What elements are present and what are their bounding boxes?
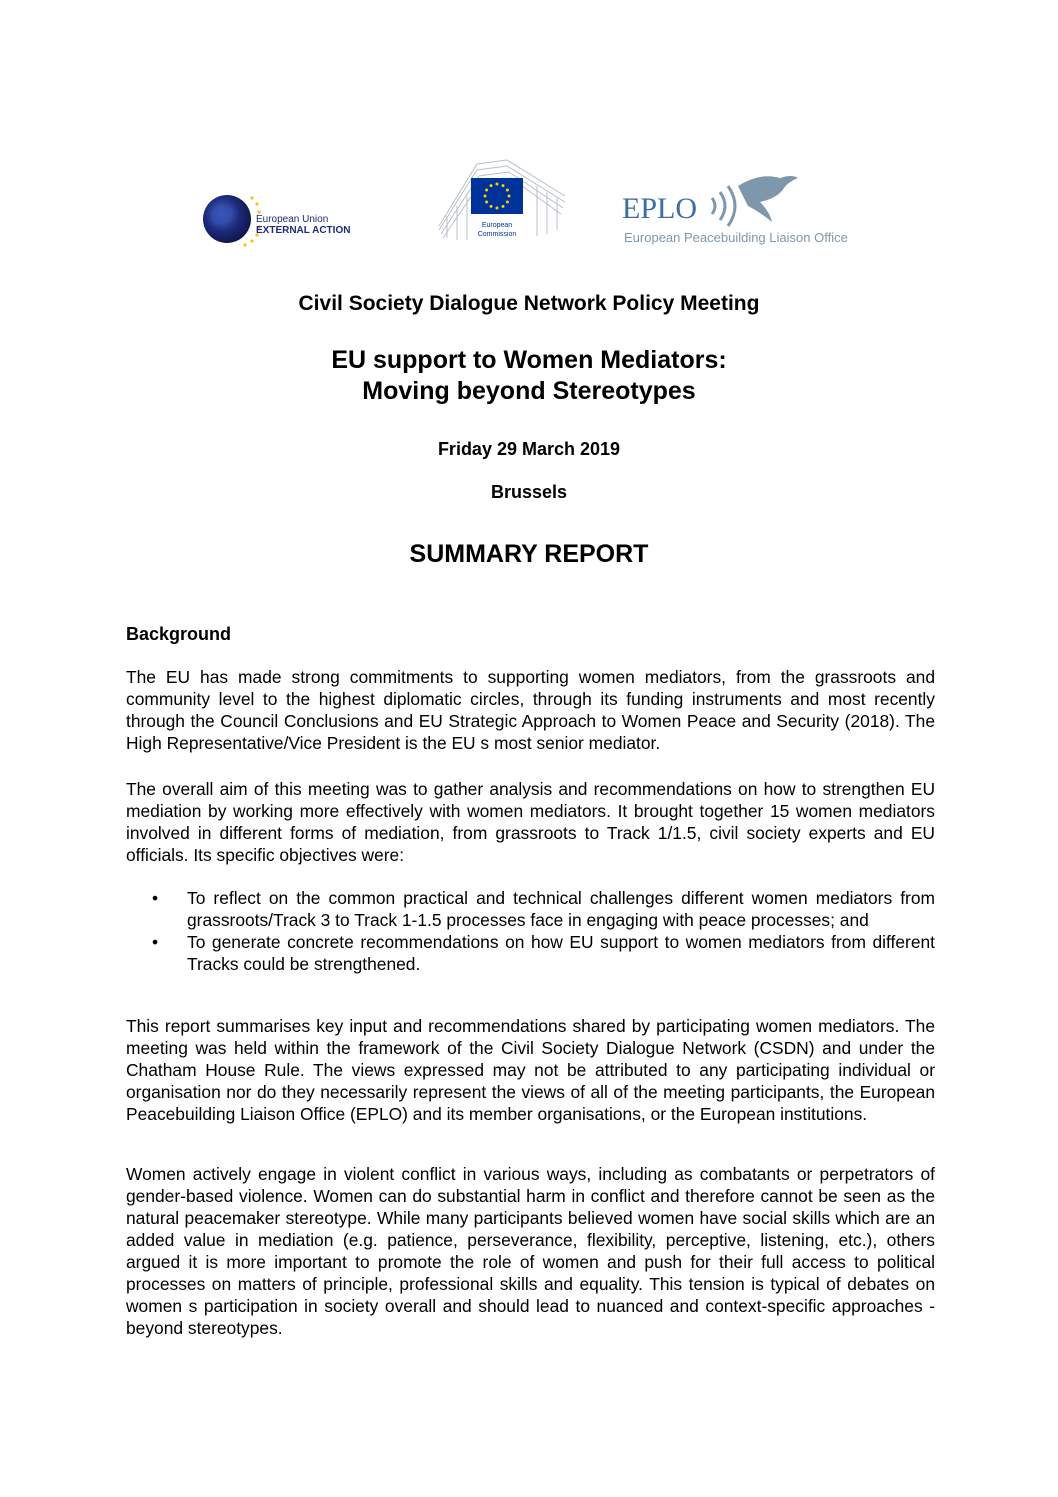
report-title: [0, 345, 1058, 407]
paragraph-3: This report summarises key input and recommendations shared by participating women mediators. The meeting was held within the framework of the Civil Society Dialogue Network (CSDN) and under the Chatham House Rule. The views expressed may not be attributed to any participating individual or organisation nor do they necessarily represent the views of all of the meeting participants, the European Peacebuilding Liaison Office (EPLO) and its member organisations, or the European institutions.: [126, 1016, 935, 1124]
paragraph-4: Women actively engage in violent conflict in various ways, including as combatants or perpetrators of gender-based violence. Women can do substantial harm in conflict and therefore cannot be seen as the natural peacemaker stereotype. While many participants believed women have social skills which are an added value in mediation (e.g. patience, perseverance, flexibility, perceptive, listening, etc.), others argued it is more important to promote the role of women and push for their full access to political processes on matters of principle, professional skills and equality. This tension is typical of debates on women s participation in society overall and should lead to nuanced and context-specific approaches - beyond stereotypes.: [126, 1164, 935, 1338]
meeting-date: Friday 29 March 2019: [437, 439, 621, 459]
eplo-logo-name: European Peacebuilding Liaison Office: [624, 230, 848, 245]
eeas-logo-line1: European Union: [256, 214, 329, 225]
report-title-line2: Moving beyond Stereotypes: [362, 377, 696, 405]
eeas-logo-line2: EXTERNAL ACTION: [256, 225, 351, 236]
ec-logo-line1: European: [481, 222, 513, 229]
bullet-icon: •: [152, 888, 159, 908]
list-item-text: To reflect on the common practical and technical challenges different women mediators from grassroots/Track 3 to Track 1-1.5 processes face in engaging with peace processes; and: [187, 888, 935, 930]
summary-report-heading: SUMMARY REPORT: [409, 540, 649, 568]
list-item-text: To generate concrete recommendations on how EU support to women mediators from different Tracks could be strengthened.: [187, 932, 935, 974]
eplo-logo: [620, 168, 880, 248]
meeting-title: Civil Society Dialogue Network Policy Meeting: [298, 292, 760, 315]
list-item: [126, 931, 935, 975]
ec-logo-line2: Commission: [477, 231, 517, 238]
objectives-list: [126, 887, 935, 975]
report-title-line1: EU support to Women Mediators:: [331, 346, 727, 374]
section-heading-background: Background: [126, 624, 232, 644]
eplo-logo-acronym: EPLO: [622, 192, 697, 225]
meeting-city: Brussels: [490, 482, 568, 502]
list-item: [126, 887, 935, 931]
paragraph-1: The EU has made strong commitments to supporting women mediators, from the grassroots and community level to the highest diplomatic circles, through its funding instruments and most recently through the Council Conclusions and EU Strategic Approach to Women Peace and Security (2018). The High Representative/Vice President is the EU s most senior mediator.: [126, 667, 935, 753]
bullet-icon: •: [152, 932, 159, 952]
paragraph-2: The overall aim of this meeting was to gather analysis and recommendations on how to strengthen EU mediation by working more effectively with women mediators. It brought together 15 women mediators involved in different forms of mediation, from grassroots to Track 1/1.5, civil society experts and EU officials. Its specific objectives were:: [126, 779, 935, 865]
eu-external-action-logo: [200, 190, 390, 250]
european-commission-logo: [437, 156, 567, 242]
